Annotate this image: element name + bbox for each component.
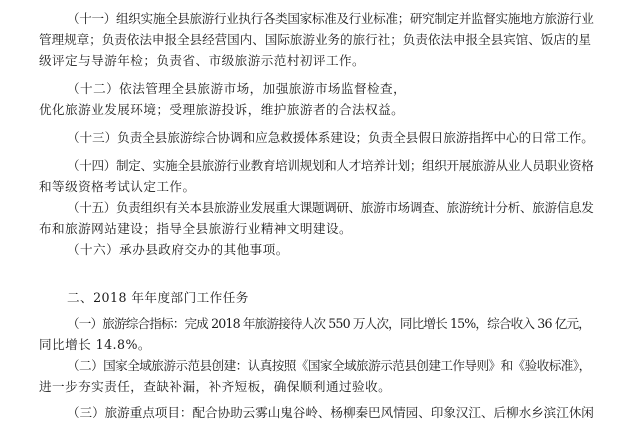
paragraph-line: 管理规章；负责依法申报全县经营国内、国际旅游业务的旅行社；负责依法申报全县宾馆、饭店的星 bbox=[39, 32, 591, 47]
paragraph-item-14 bbox=[39, 155, 594, 197]
paragraph-line: （十六）承办县政府交办的其他事项。 bbox=[67, 242, 289, 257]
paragraph-line: （十二）依法管理全县旅游市场，加强旅游市场监督检查， bbox=[67, 81, 407, 96]
paragraph-line: （十三）负责全县旅游综合协调和应急救援体系建设；负责全县假日旅游指挥中心的日常工作。 bbox=[67, 130, 594, 145]
paragraph-line: 进一步夯实责任，查缺补漏，补齐短板，确保顺利通过验收。 bbox=[39, 379, 392, 394]
paragraph-item-15 bbox=[39, 197, 594, 239]
section-heading: 二、2018 年年度部门工作任务 bbox=[67, 290, 249, 305]
paragraph-line: （二）国家全域旅游示范县创建：认真按照《国家全域旅游示范县创建工作导则》和《验收标准》， bbox=[67, 358, 591, 373]
paragraph-item-16 bbox=[39, 239, 594, 260]
paragraph-line: （十五）负责组织有关本县旅游业发展重大课题调研、旅游市场调查、旅游统计分析、旅游信息发 bbox=[67, 200, 594, 215]
paragraph-line: 布和旅游网站建设；指导全县旅游行业精神文明建设。 bbox=[39, 221, 353, 236]
paragraph-task-3 bbox=[39, 402, 594, 423]
paragraph-line: （十一）组织实施全县旅游行业执行各类国家标准及行业标准；研究制定并监督实施地方旅游行业 bbox=[67, 11, 594, 26]
paragraph-line: （一）旅游综合指标：完成 2018 年旅游接待人次 550 万人次，同比增长 15%，综合收入 36 亿元， bbox=[67, 316, 591, 331]
paragraph-item-13 bbox=[39, 127, 594, 148]
paragraph-line: 同比增长 14.8%。 bbox=[39, 337, 151, 352]
paragraph-line: （十四）制定、实施全县旅游行业教育培训规划和人才培养计划；组织开展旅游从业人员职业资格 bbox=[67, 158, 594, 173]
paragraph-task-1 bbox=[39, 313, 594, 355]
paragraph-line: （三）旅游重点项目：配合协助云雾山鬼谷岭、杨柳秦巴风情园、印象汉江、后柳水乡滨江休闲 bbox=[67, 405, 594, 420]
paragraph-item-11 bbox=[39, 8, 594, 71]
paragraph-line: 优化旅游业发展环境；受理旅游投诉，维护旅游者的合法权益。 bbox=[39, 102, 405, 117]
paragraph-task-2 bbox=[39, 355, 594, 397]
paragraph-line: 级评定与导游年检；负责省、市级旅游示范村初评工作。 bbox=[39, 53, 366, 68]
paragraph-item-12 bbox=[39, 78, 594, 120]
paragraph-line: 和等级资格考试认定工作。 bbox=[39, 179, 196, 194]
